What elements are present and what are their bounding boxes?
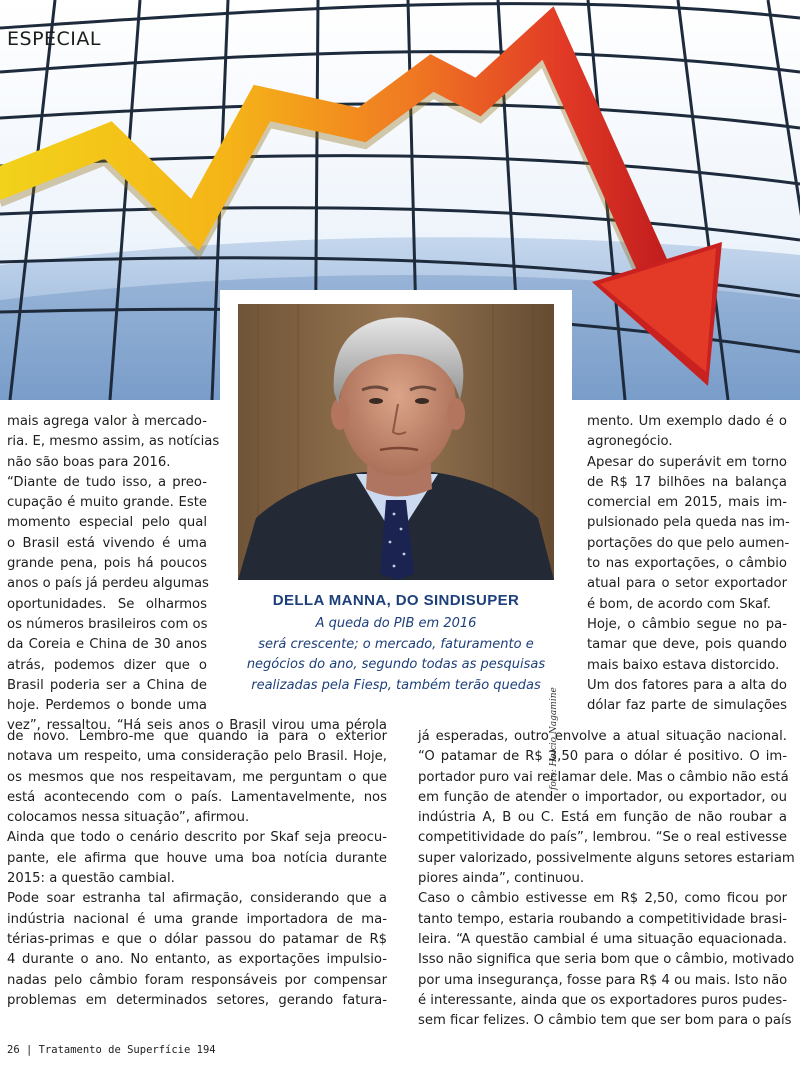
text-line: de novo. Lembro-me que quando ia para o exterior [7, 729, 387, 744]
text-line: Hoje, o câmbio segue no pa- [587, 616, 787, 632]
text-line: tamar que deve, pois quando [587, 637, 787, 653]
text-line: ria. E, mesmo assim, as notícias [7, 434, 220, 450]
text-line: os números brasileiros com os [7, 616, 208, 632]
photo-credit: foto: Helcio Nagamine [549, 687, 559, 790]
text-line: vez”, ressaltou. “Há seis anos o Brasil virou uma pérola [7, 718, 387, 734]
photo-card [220, 290, 572, 790]
text-line: é interessante, ainda que os exportadores puros pudes- [418, 992, 787, 1008]
text-line: indústria nacional é uma grande importadora de ma- [7, 911, 387, 927]
text-line: oportunidades. Se olharmos [7, 596, 207, 612]
text-line: 4 durante o ano. No entanto, as exportações impulsio- [7, 952, 387, 968]
text-line: Um dos fatores para a alta do [587, 677, 787, 693]
text-line: grande pena, pois há poucos [7, 556, 207, 572]
text-line: Brasil poderia ser a China de [7, 677, 207, 693]
text-line: em função de atender o importador, ou exportador, ou [418, 789, 787, 805]
text-line: da Coreia e China de 30 anos [7, 637, 207, 653]
text-line: atual para o setor exportador [587, 576, 787, 592]
article-lower-right [418, 727, 795, 1031]
text-line: mais agrega valor à mercado- [7, 414, 207, 429]
text-line: por uma insegurança, fosse para R$ 4 ou mais. Isto não [418, 972, 788, 988]
text-line: hoje. Perdemos o bonde uma [7, 698, 207, 714]
text-line: cupação é muito grande. Este [7, 495, 207, 511]
text-line: de R$ 17 bilhões na balança [587, 474, 787, 490]
text-line: competitividade do país”, lembrou. “Se o real estivesse [418, 830, 787, 846]
section-label: ESPECIAL [7, 28, 101, 50]
text-line: Isso não significa que seria bom que o câmbio, motivado [418, 952, 795, 968]
text-line: notava um respeito, uma consideração pelo Brasil. Hoje, [7, 749, 387, 765]
text-line: problemas em determinados setores, gerando fatura- [7, 992, 387, 1008]
text-line: super valorizado, possivelmente alguns setores estariam [418, 850, 795, 866]
text-line: Apesar do superávit em torno [587, 454, 787, 470]
text-line: “O patamar de R$ 3,50 para o dólar é positivo. O im- [418, 749, 787, 765]
text-line: é bom, de acordo com Skaf. [587, 596, 771, 612]
text-line: agronegócio. [587, 434, 673, 450]
text-line: indústria A, B ou C. Está em função de não roubar a [418, 810, 787, 826]
text-line: piores ainda”, continuou. [418, 871, 585, 887]
text-line: está acontecendo com o país. Lamentavelmente, nos [7, 789, 387, 805]
text-line: dólar faz parte de simulações [587, 698, 787, 714]
text-line: leira. “A questão cambial é uma situação equacionada. [418, 931, 787, 947]
text-line: já esperadas, outro envolve a atual situação nacional. [418, 729, 787, 744]
caption-line: A queda do PIB em 2016 [315, 616, 477, 631]
text-line: 2015: a questão cambial. [7, 871, 175, 887]
article-lower-left [7, 727, 387, 1011]
portrait-illustration [238, 304, 554, 580]
photo-caption-title: DELLA MANNA, DO SINDISUPER [272, 592, 520, 609]
text-line: mento. Um exemplo dado é o [587, 414, 787, 429]
text-line: tanto tempo, estaria roubando a competitividade brasi- [418, 911, 787, 927]
page-footer: 26 | Tratamento de Superfície 194 [7, 1044, 216, 1056]
text-line: colocamos nessa situação”, afirmou. [7, 810, 250, 826]
text-line: to nas exportações, o câmbio [587, 556, 787, 572]
caption-line: negócios do ano, segundo todas as pesquisas [246, 657, 546, 672]
text-line: atrás, podemos dizer que o [7, 657, 207, 673]
text-line: o Brasil está vivendo é uma [7, 535, 207, 551]
text-line: Pode soar estranha tal afirmação, considerando que a [7, 891, 387, 907]
caption-line: realizadas pela Fiesp, também terão quedas [251, 677, 541, 693]
text-line: não são boas para 2016. [7, 454, 171, 470]
text-line: momento especial pelo qual [7, 515, 207, 531]
text-line: nadas pelo câmbio foram responsáveis por compensar [7, 972, 387, 988]
text-line: portações do que pelo aumen- [587, 535, 790, 551]
text-line: “Diante de tudo isso, a preo- [7, 474, 207, 490]
text-line: térias-primas e que o dólar passou do patamar de R$ [7, 931, 387, 947]
text-line: sem ficar felizes. O câmbio tem que ser bom para o país [418, 1013, 792, 1029]
text-line: os mesmos que nos respeitavam, me perguntam o que [7, 769, 387, 785]
text-line: mais baixo estava distorcido. [587, 657, 780, 673]
text-line: pulsionado pela queda nas im- [587, 515, 790, 531]
text-line: Caso o câmbio estivesse em R$ 2,50, como ficou por [418, 891, 787, 907]
article-column-right [587, 412, 790, 716]
text-line: comercial em 2015, mais im- [587, 495, 787, 511]
text-line: pante, ele afirma que houve uma boa notícia durante [7, 850, 387, 866]
portrait-photo [238, 304, 554, 580]
text-line: anos o país já perdeu algumas [7, 576, 209, 592]
text-line: portador puro vai reclamar dele. Mas o câmbio não está [418, 769, 789, 785]
caption-line: será crescente; o mercado, faturamento e [258, 636, 534, 652]
photo-caption-body [230, 614, 562, 696]
text-line: Ainda que todo o cenário descrito por Skaf seja preocu- [7, 830, 387, 846]
